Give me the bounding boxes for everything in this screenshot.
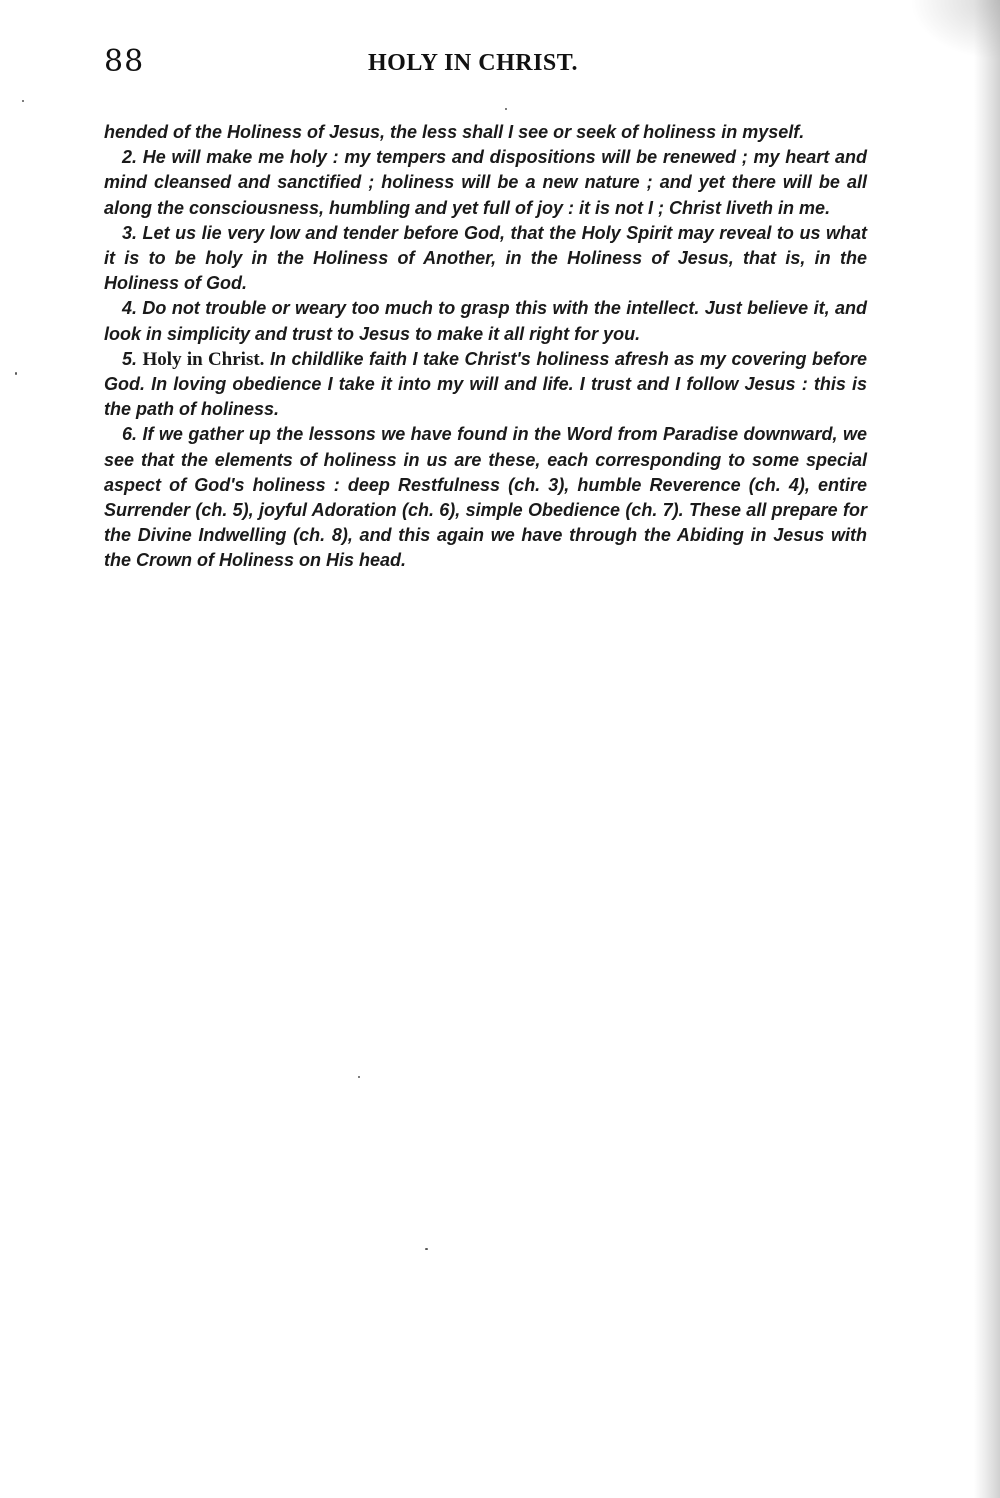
paragraph-5-number: 5. <box>122 348 138 369</box>
paragraph-2: 2. He will make me holy : my tempers and dispositions will be renewed ; my heart and mind cleansed and sanctified ; holiness will be a new nature ; and yet there will be all along the consciousness, humbling and yet full of joy : it is not I ; Christ liveth in me. <box>104 147 867 218</box>
paragraph-continuation: hended of the Holiness of Jesus, the less shall I see or seek of holiness in myself. <box>104 122 805 142</box>
paragraph-3: 3. Let us lie very low and tender before God, that the Holy Spirit may reveal to us what it is to be holy in the Holiness of Another, in the Holiness of Jesus, that is, in the Holiness of God. <box>104 222 867 294</box>
running-title: HOLY IN CHRIST. <box>368 50 578 76</box>
page-number: 88 <box>104 44 145 79</box>
body-text <box>104 120 867 574</box>
page-corner-shadow <box>910 0 1000 60</box>
scan-speck <box>505 108 507 110</box>
paragraph-4: 4. Do not trouble or weary too much to grasp this with the intellect. Just believe it, and look in simplicity and trust to Jesus to make it all right for you. <box>104 298 867 344</box>
paragraph-5-heading: Holy in Christ. <box>142 348 265 370</box>
scan-speck <box>22 100 24 102</box>
page-edge-shadow <box>974 0 1000 1498</box>
scan-speck <box>15 372 17 375</box>
scan-speck <box>358 1076 360 1078</box>
paragraph-6: 6. If we gather up the lessons we have found in the Word from Paradise downward, we see that the elements of holiness in us are these, each corresponding to some special aspect of God's holiness : deep Restfulness (ch. 3), humble Reverence (ch. 4), entire Surrender (ch. 5), joyful Adoration (ch. 6), simple Obedience (ch. 7). These all prepare for the Divine Indwelling (ch. 8), and this again we have through the Abiding in Jesus with the Crown of Holiness on His head. <box>104 424 867 571</box>
scan-speck <box>425 1248 428 1250</box>
paragraph-5-text: In childlike faith I take Christ's holiness afresh as my covering before God. In loving obedience I take it into my will and life. I trust and I follow Jesus : this is the path of holiness. <box>104 348 867 420</box>
paragraph-5 <box>104 347 867 423</box>
